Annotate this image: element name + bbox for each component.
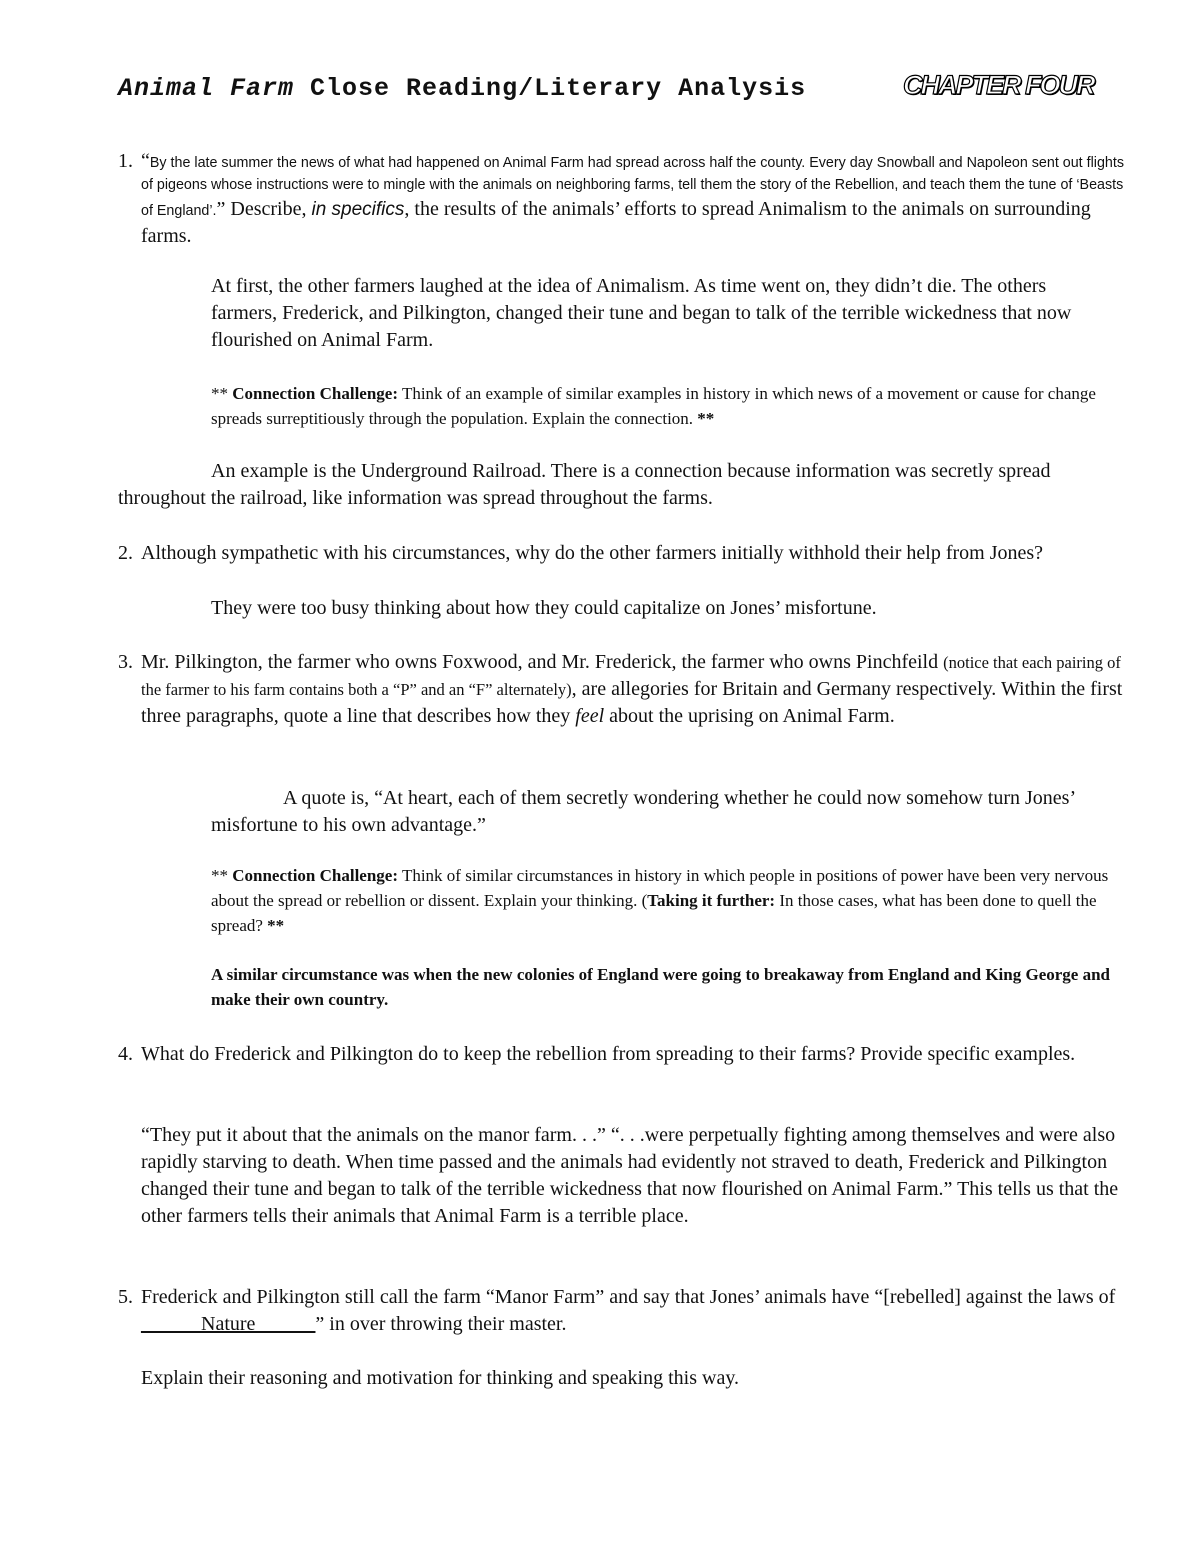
- title-rest: Close Reading/Literary Analysis: [294, 74, 807, 103]
- q1-number: 1.: [118, 150, 133, 172]
- q3-challenge-label: Connection Challenge:: [232, 866, 398, 885]
- q1-quote: By the late summer the news of what had happened on Animal Farm had spread across half the county. Every day Snowball and Napoleon sent out flights of pigeons whose instructions were to mingle with the animals on neighboring farms, tell them the story of the Rebellion, and teach them the tune of ‘Beasts of England’.: [141, 155, 1124, 219]
- page-title: [118, 74, 806, 103]
- q5-blank-fill: ______Nature______: [141, 1313, 316, 1335]
- q1-quote-close: ”: [216, 198, 226, 220]
- q1-challenge-label: Connection Challenge:: [232, 384, 398, 403]
- q3-q-a: Mr. Pilkington, the farmer who owns Foxwood, and Mr. Frederick, the farmer who owns Pinchfeild: [141, 651, 944, 673]
- q3-challenge: [211, 863, 1131, 938]
- q5-question: [141, 1284, 1141, 1338]
- q5-number: 5.: [118, 1286, 133, 1308]
- q1-challenge-text: Think of an example of similar examples in history in which news of a movement or cause for change spreads surreptitiously through the population. Explain the connection.: [211, 384, 1096, 428]
- q4-answer: “They put it about that the animals on the manor farm. . .” “. . .were perpetually fighting among themselves and were also rapidly starving to death. When time passed and the animals had evidently not straved to death, Frederick and Pilkington changed their tune and began to talk of the terrible wickedness that now flourished on Animal Farm.” This tells us that the other farmers tells their animals that Animal Farm is a terrible place.: [141, 1124, 1119, 1227]
- q3-further-label: Taking it further:: [647, 891, 776, 910]
- q3-number: 3.: [118, 651, 133, 673]
- q5-q-a: Frederick and Pilkington still call the farm “Manor Farm” and say that Jones’ animals have “[rebelled] against the laws of: [141, 1286, 1116, 1308]
- q3-challenge-answer: A similar circumstance was when the new colonies of England were going to breakaway from England and King George and make their own country.: [211, 965, 1110, 1009]
- q4-number: 4.: [118, 1043, 133, 1065]
- q4-question: What do Frederick and Pilkington do to keep the rebellion from spreading to their farms? Provide specific examples.: [141, 1043, 1076, 1065]
- q1-challenge-answer: An example is the Underground Railroad. There is a connection because information was secretly spread throughout the railroad, like information was spread throughout the farms.: [118, 460, 1051, 509]
- q3-further-text: In those cases, what has been done to quell the spread?: [211, 891, 1097, 935]
- q1-answer: At first, the other farmers laughed at the idea of Animalism. As time went on, they didn’t die. The others farmers, Frederick, and Pilkington, changed their tune and began to talk of the terrible wickedness that now flourished on Animal Farm.: [211, 275, 1072, 351]
- q1-prompt-a: Describe,: [225, 198, 312, 220]
- q1-challenge: [211, 381, 1141, 431]
- q1-quote-open: “: [141, 150, 150, 172]
- q2-question: Although sympathetic with his circumstances, why do the other farmers initially withhold their help from Jones?: [141, 542, 1044, 564]
- q3-answer: A quote is, “At heart, each of them secretly wondering whether he could now somehow turn Jones’ misfortune to his own advantage.”: [211, 787, 1075, 836]
- q5-q-b: ” in over throwing their master.: [315, 1313, 567, 1335]
- q3-question: [141, 649, 1131, 730]
- title-italic: Animal Farm: [118, 74, 295, 103]
- q2-number: 2.: [118, 542, 133, 564]
- q3-challenge-lead: **: [211, 866, 233, 885]
- q5-prompt: Explain their reasoning and motivation for thinking and speaking this way.: [141, 1367, 740, 1389]
- q1-prompt-b: , the results of the animals’ efforts to spread Animalism to the animals on surrounding farms.: [141, 198, 1091, 247]
- q3-q-b: , are allegories for Britain and Germany respectively. Within the first three paragraphs, quote a line that describes how they: [141, 678, 1123, 727]
- q3-challenge-text: Think of similar circumstances in history in which people in positions of power have been very nervous about the spread or rebellion or dissent. Explain your thinking. (: [211, 866, 1109, 910]
- q1-prompt-em: in specifics: [311, 199, 405, 220]
- q1-challenge-end: **: [697, 409, 715, 428]
- q3-q-small: (notice that each pairing of the farmer to his farm contains both a “P” and an “F” alternately): [141, 653, 1121, 699]
- q3-challenge-end: **: [267, 916, 285, 935]
- q3-q-em: feel: [575, 705, 605, 727]
- q1-challenge-lead: **: [211, 384, 233, 403]
- q2-answer: They were too busy thinking about how they could capitalize on Jones’ misfortune.: [211, 597, 877, 619]
- q1-question: [141, 148, 1131, 250]
- chapter-label: CHAPTER FOUR: [903, 70, 1094, 100]
- q3-q-c: about the uprising on Animal Farm.: [604, 705, 895, 727]
